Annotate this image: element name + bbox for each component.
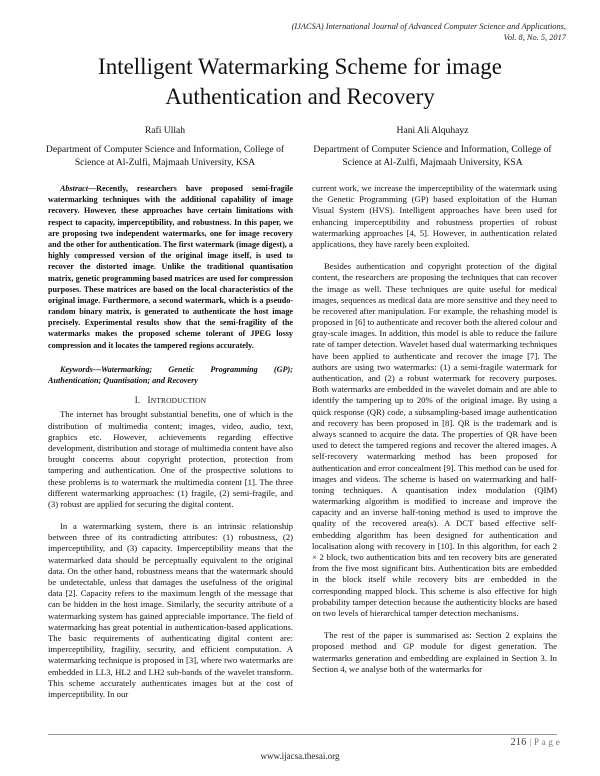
right-column [312, 183, 557, 675]
footer-divider [48, 734, 557, 735]
author-name: Hani Ali Alquhayz [396, 125, 469, 136]
body-paragraph: The internet has brought substantial benefits, one of which is the distribution of multimedia content; images, video, audio, text, graphics etc. However, achievements regarding effective development, distribution and storage of multimedia content have also brought concerns about copyright protection, protection from tampering and authentication. One of the prospective solutions to these problems is to watermark the multimedia content [1]. The three different watermarking approaches: (1) fragile, (2) semi-fragile, and (3) robust are applied for securing the digital content. [48, 409, 293, 509]
author-affiliation: Department of Computer Science and Information, College of Science at Al-Zulfi, Majmaah University, KSA [45, 144, 285, 168]
abstract-text: —Recently, researchers have proposed semi-fragile watermarking techniques with the additional capability of image recovery. However, these approaches have certain limitations with respect to capacity, imperceptibility, and robustness. In this paper, we are proposing two independent watermarks, one for image recovery and the other for authentication. The first watermark (image digest), a highly compressed version of the original image itself, is used to recover the distorted image. Unlike the traditional quantisation matrix, genetic programming based matrices are used for compression purposes. These matrices are based on the local characteristics of the original image. Furthermore, a second watermark, which is a pseudo-random binary matrix, is generated to authenticate the host image precisely. Experimental results show that the semi-fragility of the watermarks makes the proposed scheme tolerant of JPEG lossy compression and it locates the tampered regions accurately. [48, 184, 293, 350]
body-paragraph: In a watermarking system, there is an intrinsic relationship between three of its contradicting attributes: (1) robustness, (2) imperceptibility, and (3) capacity. Imperceptibility means that the watermarked data should be perceptually equivalent to the original data. On the other hand, robustness means that the watermark should be undetectable, unless that damages the usefulness of the original data [2]. Capacity refers to the maximum length of the message that can be hidden in the host image. Similarly, the security attribute of a watermarking system has gained appreciable importance. The field of watermarking has great potential in authentication-based applications. The basic requirements of authenticating digital content are: imperceptibility, fragility, security, and efficient computation. A watermarking technique is proposed in [3], where two watermarks are embedded in LL3, HL2 and LH2 sub-bands of the wavelet transform. This scheme accurately authenticates images but at the cost of imperceptibility. In our [48, 521, 293, 699]
body-paragraph: Besides authentication and copyright protection of the digital content, the researchers are proposing the techniques that can recover the image as well. These techniques are quite useful for medical images, sequences as medical data are more sensitive and they need to be recovered after manipulation. For example, the rehashing model is proposed in [6] to authenticate and recover both the altered colour and gray-scale images. In addition, this model is able to reduce the failure rate of tamper detection. Wavelet based dual watermarking techniques have been applied to authenticate and recover the image [7]. The authors are using two watermarks: (1) a semi-fragile watermark for authentication, and (2) a robust watermark for recovery purposes. Both watermarks are embedded in the wavelet domain and are able to identify the tampering up to 20% of the original image. By using a quick response (QR) code, a subsampling-based image authentication and recovery has been proposed in [8]. QR is the trademark and is always scanned to acquire the data. The properties of QR have been used to detect the tampered regions and recover the altered images. A self-recovery watermarking method has been proposed for authentication and error concealment [9]. This method can be used for images and videos. The scheme is based on watermarking and half-toning techniques. A quantisation index modulation (QIM) watermarking algorithm is modified to increase and improve the capacity and an inverse half-toning method is used to improve the quality of the recovered area(s). A DCT based effective self-embedding algorithm has been designed for authentication and localisation along with recovery in [10]. In this algorithm, for each 2 × 2 block, two authentication bits and ten recovery bits are generated from the five most significant bits. Authentication bits are embedded in the block itself while recovery bits are embedded in the corresponding mapped block. This scheme is also effective for high probability tamper detection because the authenticity blocks are based on two levels of hierarchical tamper detection mechanisms. [312, 261, 557, 618]
page-number-value: 216 [510, 737, 527, 748]
section-numeral: I. [134, 395, 141, 406]
page-label: | P a g e [529, 737, 560, 747]
author-affiliation: Department of Computer Science and Information, College of Science at Al-Zulfi, Majmaah University, KSA [313, 144, 552, 168]
body-paragraph: The rest of the paper is summarised as: Section 2 explains the proposed method and GP module for digest generation. The watermarks generation and embedding are explained in Section 3. In Section 4, we analyse both of the watermarks for [312, 630, 557, 674]
footer-url[interactable]: www.ijacsa.thesai.org [260, 751, 340, 761]
journal-volume: Vol. 8, No. 5, 2017 [503, 33, 566, 42]
title-line-1: Intelligent Watermarking Scheme for image [98, 54, 502, 79]
body-paragraph: current work, we increase the imperceptibility of the watermark using the Genetic Programming (GP) based exploitation of the Human Visual System (HVS). Intelligent approaches have been used for enhancing imperceptibility and robustness properties of robust watermarking approaches [4, 5]. However, in authentication related applications, they have rarely been exploited. [312, 183, 557, 249]
author-block-1 [40, 124, 290, 169]
author-name: Rafi Ullah [144, 125, 186, 136]
page-number [511, 737, 560, 748]
abstract [48, 183, 293, 351]
section-heading-introduction [48, 395, 293, 406]
section-title-rest: NTRODUCTION [150, 396, 207, 406]
abstract-lead: Abstract [60, 184, 88, 193]
author-block-2 [305, 124, 560, 169]
paper-title [0, 52, 600, 112]
section-initial: I [147, 395, 151, 406]
keywords: Keywords—Watermarking; Genetic Programming (GP); Authentication; Quantisation; and Recovery [48, 364, 293, 385]
journal-header [292, 21, 566, 43]
title-line-2: Authentication and Recovery [165, 84, 435, 109]
journal-name: (IJACSA) International Journal of Advanced Computer Science and Applications, [291, 22, 566, 31]
left-column [48, 183, 293, 700]
